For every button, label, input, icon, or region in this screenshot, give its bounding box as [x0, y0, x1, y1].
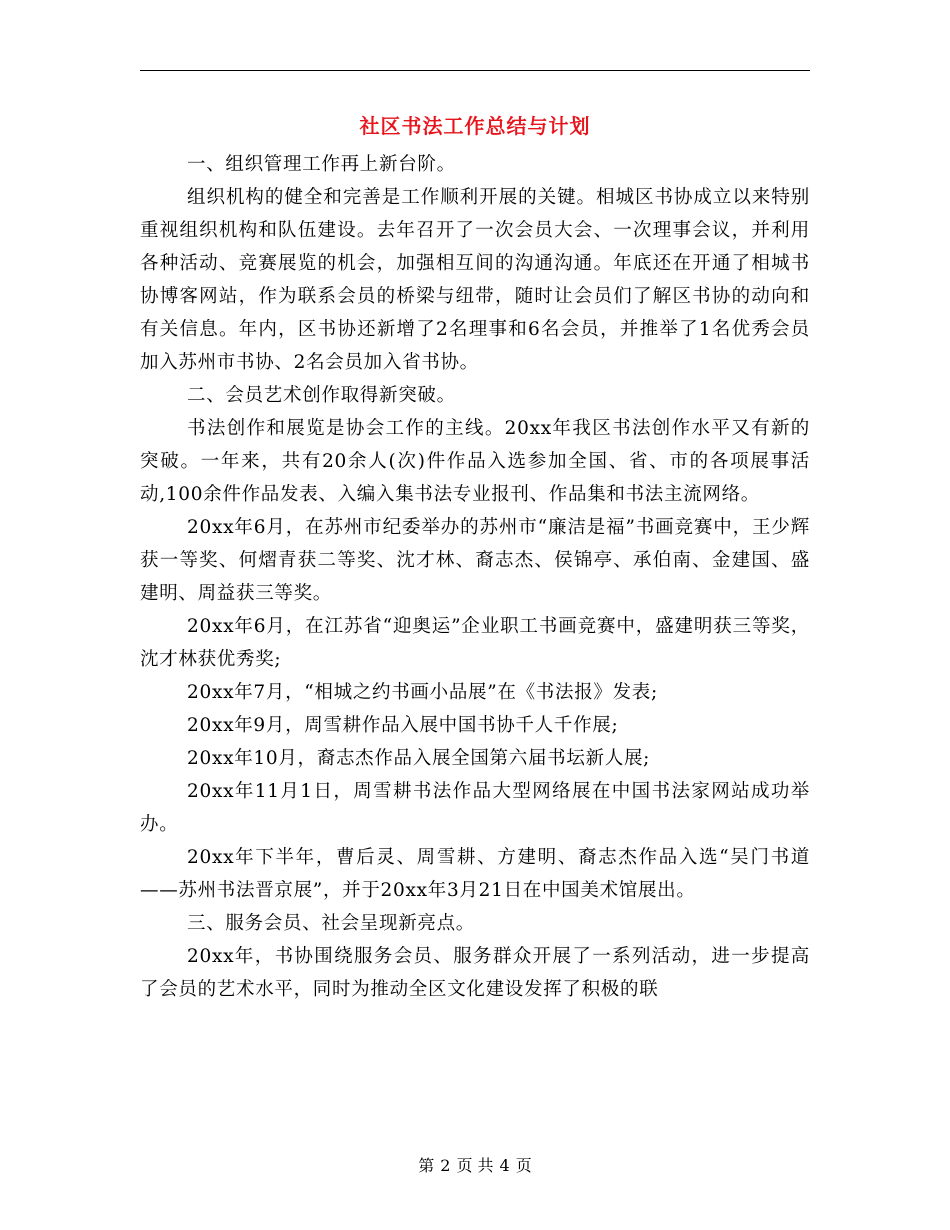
page-prefix: 第	[418, 1156, 435, 1175]
paragraph: 20xx年6月，在江苏省“迎奥运”企业职工书画竞赛中，盛建明获三等奖，沈才林获优秀奖;	[140, 616, 810, 670]
section-heading-2: 二、会员艺术创作取得新突破。	[187, 385, 456, 406]
page-footer	[0, 1155, 950, 1177]
paragraph: 20xx年10月，裔志杰作品入展全国第六届书坛新人展;	[187, 748, 651, 769]
paragraph: 20xx年，书协围绕服务会员、服务群众开展了一系列活动，进一步提高了会员的艺术水平，同时为推动全区文化建设发挥了积极的联	[140, 946, 810, 1000]
paragraph: 20xx年9月，周雪耕作品入展中国书协千人千作展;	[187, 715, 619, 736]
paragraph: 20xx年6月，在苏州市纪委举办的苏州市“廉洁是福”书画竞赛中，王少辉获一等奖、何熠青获二等奖、沈才林、裔志杰、侯锦亭、承伯南、金建国、盛建明、周益获三等奖。	[140, 517, 810, 604]
paragraph: 20xx年11月1日，周雪耕书法作品大型网络展在中国书法家网站成功举办。	[140, 781, 810, 835]
paragraph: 20xx年下半年，曹后灵、周雪耕、方建明、裔志杰作品入选“吴门书道——苏州书法晋京展”，并于20xx年3月21日在中国美术馆展出。	[140, 847, 810, 901]
document-body	[140, 148, 810, 1006]
page-suffix: 页	[515, 1156, 532, 1175]
header-rule	[140, 70, 810, 71]
page-number: 2	[440, 1156, 451, 1175]
total-pages: 4	[499, 1156, 510, 1175]
document-title: 社区书法工作总结与计划	[359, 114, 591, 138]
paragraph: 书法创作和展览是协会工作的主线。20xx年我区书法创作水平又有新的突破。一年来，共有20余人(次)件作品入选参加全国、省、市的各项展事活动,100余件作品发表、入编入集书法专业报刊、作品集和书法主流网络。	[140, 418, 810, 505]
page-middle: 页 共	[456, 1156, 494, 1175]
section-heading-3: 三、服务会员、社会呈现新亮点。	[187, 913, 476, 934]
section-heading-1: 一、组织管理工作再上新台阶。	[187, 154, 456, 175]
paragraph: 组织机构的健全和完善是工作顺利开展的关键。相城区书协成立以来特别重视组织机构和队伍建设。去年召开了一次会员大会、一次理事会议，并利用各种活动、竞赛展览的机会，加强相互间的沟通沟通。年底还在开通了相城书协博客网站，作为联系会员的桥梁与纽带，随时让会员们了解区书协的动向和有关信息。年内，区书协还新增了2名理事和6名会员，并推举了1名优秀会员加入苏州市书协、2名会员加入省书协。	[140, 187, 810, 373]
paragraph: 20xx年7月，“相城之约书画小品展”在《书法报》发表;	[187, 682, 658, 703]
